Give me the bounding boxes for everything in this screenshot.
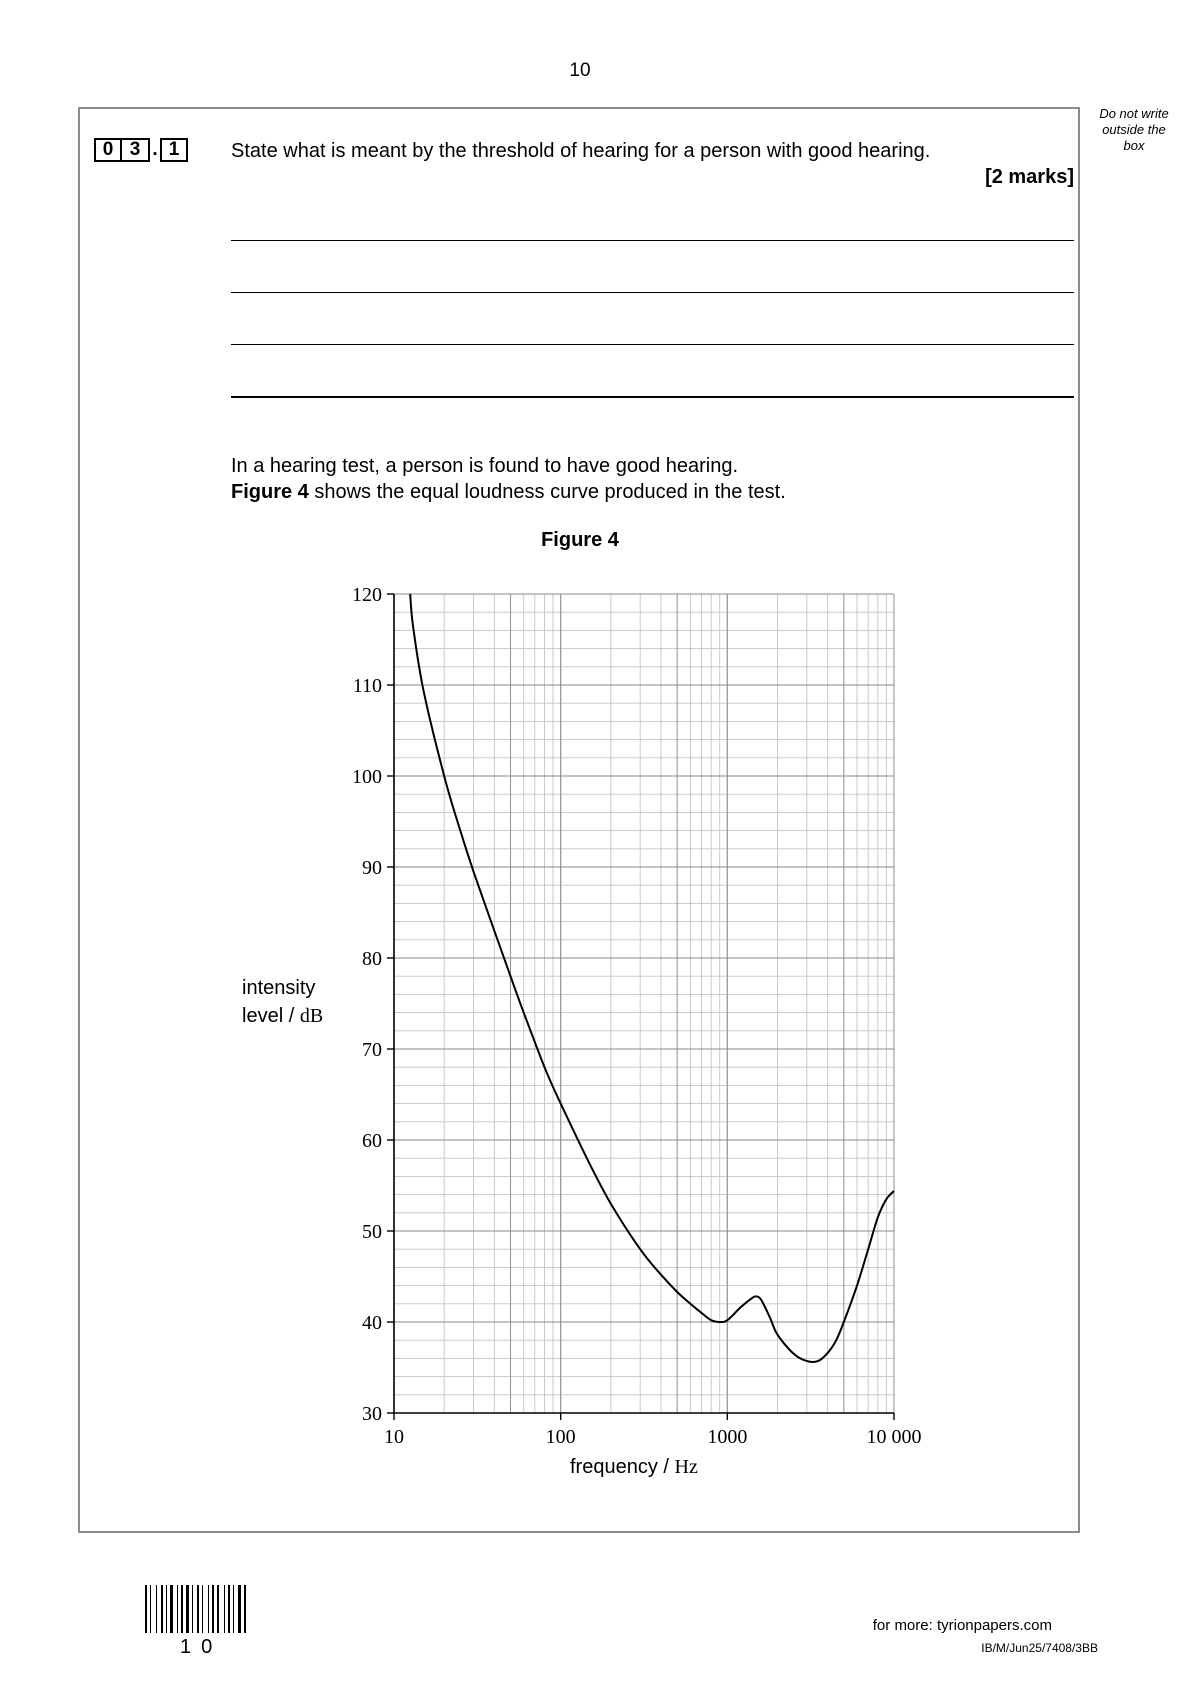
barcode-bar: [224, 1585, 225, 1633]
barcode-bar: [228, 1585, 230, 1633]
chart-axes: [394, 594, 894, 1413]
x-axis-label: [570, 1456, 698, 1479]
figure-reference: Figure 4: [231, 481, 309, 503]
y-axis-label: [242, 974, 323, 1030]
barcode-bar: [192, 1585, 193, 1633]
x-tick-label: 1000: [707, 1426, 748, 1448]
y-tick-label: 90: [362, 857, 382, 879]
barcode-bar: [150, 1585, 151, 1633]
barcode-icon: [145, 1585, 257, 1633]
x-tick-label: 100: [545, 1426, 576, 1448]
barcode-bar: [208, 1585, 209, 1633]
y-axis-label-line2: [242, 1002, 323, 1030]
question-dot: .: [152, 139, 158, 160]
barcode-bar: [238, 1585, 241, 1633]
barcode-bar: [233, 1585, 234, 1633]
barcode-bar: [161, 1585, 163, 1633]
barcode-bar: [244, 1585, 246, 1633]
page-number: 10: [569, 60, 591, 81]
barcode-bar: [212, 1585, 214, 1633]
chart-grid-minor: [394, 594, 894, 1413]
y-tick-label: 40: [362, 1312, 382, 1334]
paragraph-text: shows the equal loudness curve produced in the test.: [308, 481, 786, 503]
chart-ticks: [352, 584, 922, 1448]
paragraph-line-1: In a hearing test, a person is found to have good hearing.: [231, 455, 739, 477]
x-tick-label: 10: [384, 1426, 404, 1448]
y-axis-label-line1: intensity: [242, 977, 316, 999]
y-axis-unit: dB: [299, 1005, 324, 1027]
question-text: State what is meant by the threshold of hearing for a person with good hearing.: [231, 140, 931, 162]
barcode-bar: [217, 1585, 219, 1633]
y-tick-label: 80: [362, 948, 382, 970]
y-tick-label: 50: [362, 1221, 382, 1243]
equal-loudness-curve: [410, 594, 894, 1362]
barcode-bar: [156, 1585, 157, 1633]
barcode-bar: [202, 1585, 203, 1633]
x-tick-label: 10 000: [866, 1426, 922, 1448]
barcode-digits: 10: [180, 1636, 223, 1658]
question-digit: 1: [160, 138, 188, 162]
barcode-bar: [197, 1585, 199, 1633]
y-tick-label: 120: [352, 584, 382, 606]
question-digit: 3: [122, 138, 150, 162]
y-tick-label: 70: [362, 1039, 382, 1061]
barcode-bar: [181, 1585, 183, 1633]
chart-grid-major: [394, 594, 894, 1413]
barcode-bar: [170, 1585, 173, 1633]
y-axis-label-text: level /: [242, 1005, 300, 1027]
y-tick-label: 100: [352, 766, 382, 788]
barcode-bar: [166, 1585, 167, 1633]
y-tick-label: 60: [362, 1130, 382, 1152]
barcode-bar: [145, 1585, 147, 1633]
question-digit: 0: [94, 138, 122, 162]
x-axis-unit: Hz: [674, 1456, 698, 1478]
y-tick-label: 110: [352, 675, 382, 697]
margin-note-line: Do not write: [1099, 106, 1169, 121]
chart-curve-group: [410, 594, 894, 1362]
footer-website: for more: tyrionpapers.com: [872, 1617, 1052, 1634]
footer-code: IB/M/Jun25/7408/3BB: [981, 1641, 1098, 1655]
margin-note-line: outside the: [1102, 122, 1166, 137]
question-marks: [2 marks]: [985, 166, 1074, 188]
figure-title: Figure 4: [541, 529, 619, 551]
y-tick-label: 30: [362, 1403, 382, 1425]
x-axis-label-text: frequency /: [570, 1456, 675, 1478]
barcode-bar: [177, 1585, 178, 1633]
margin-note-line: box: [1123, 138, 1145, 153]
barcode-bar: [186, 1585, 189, 1633]
